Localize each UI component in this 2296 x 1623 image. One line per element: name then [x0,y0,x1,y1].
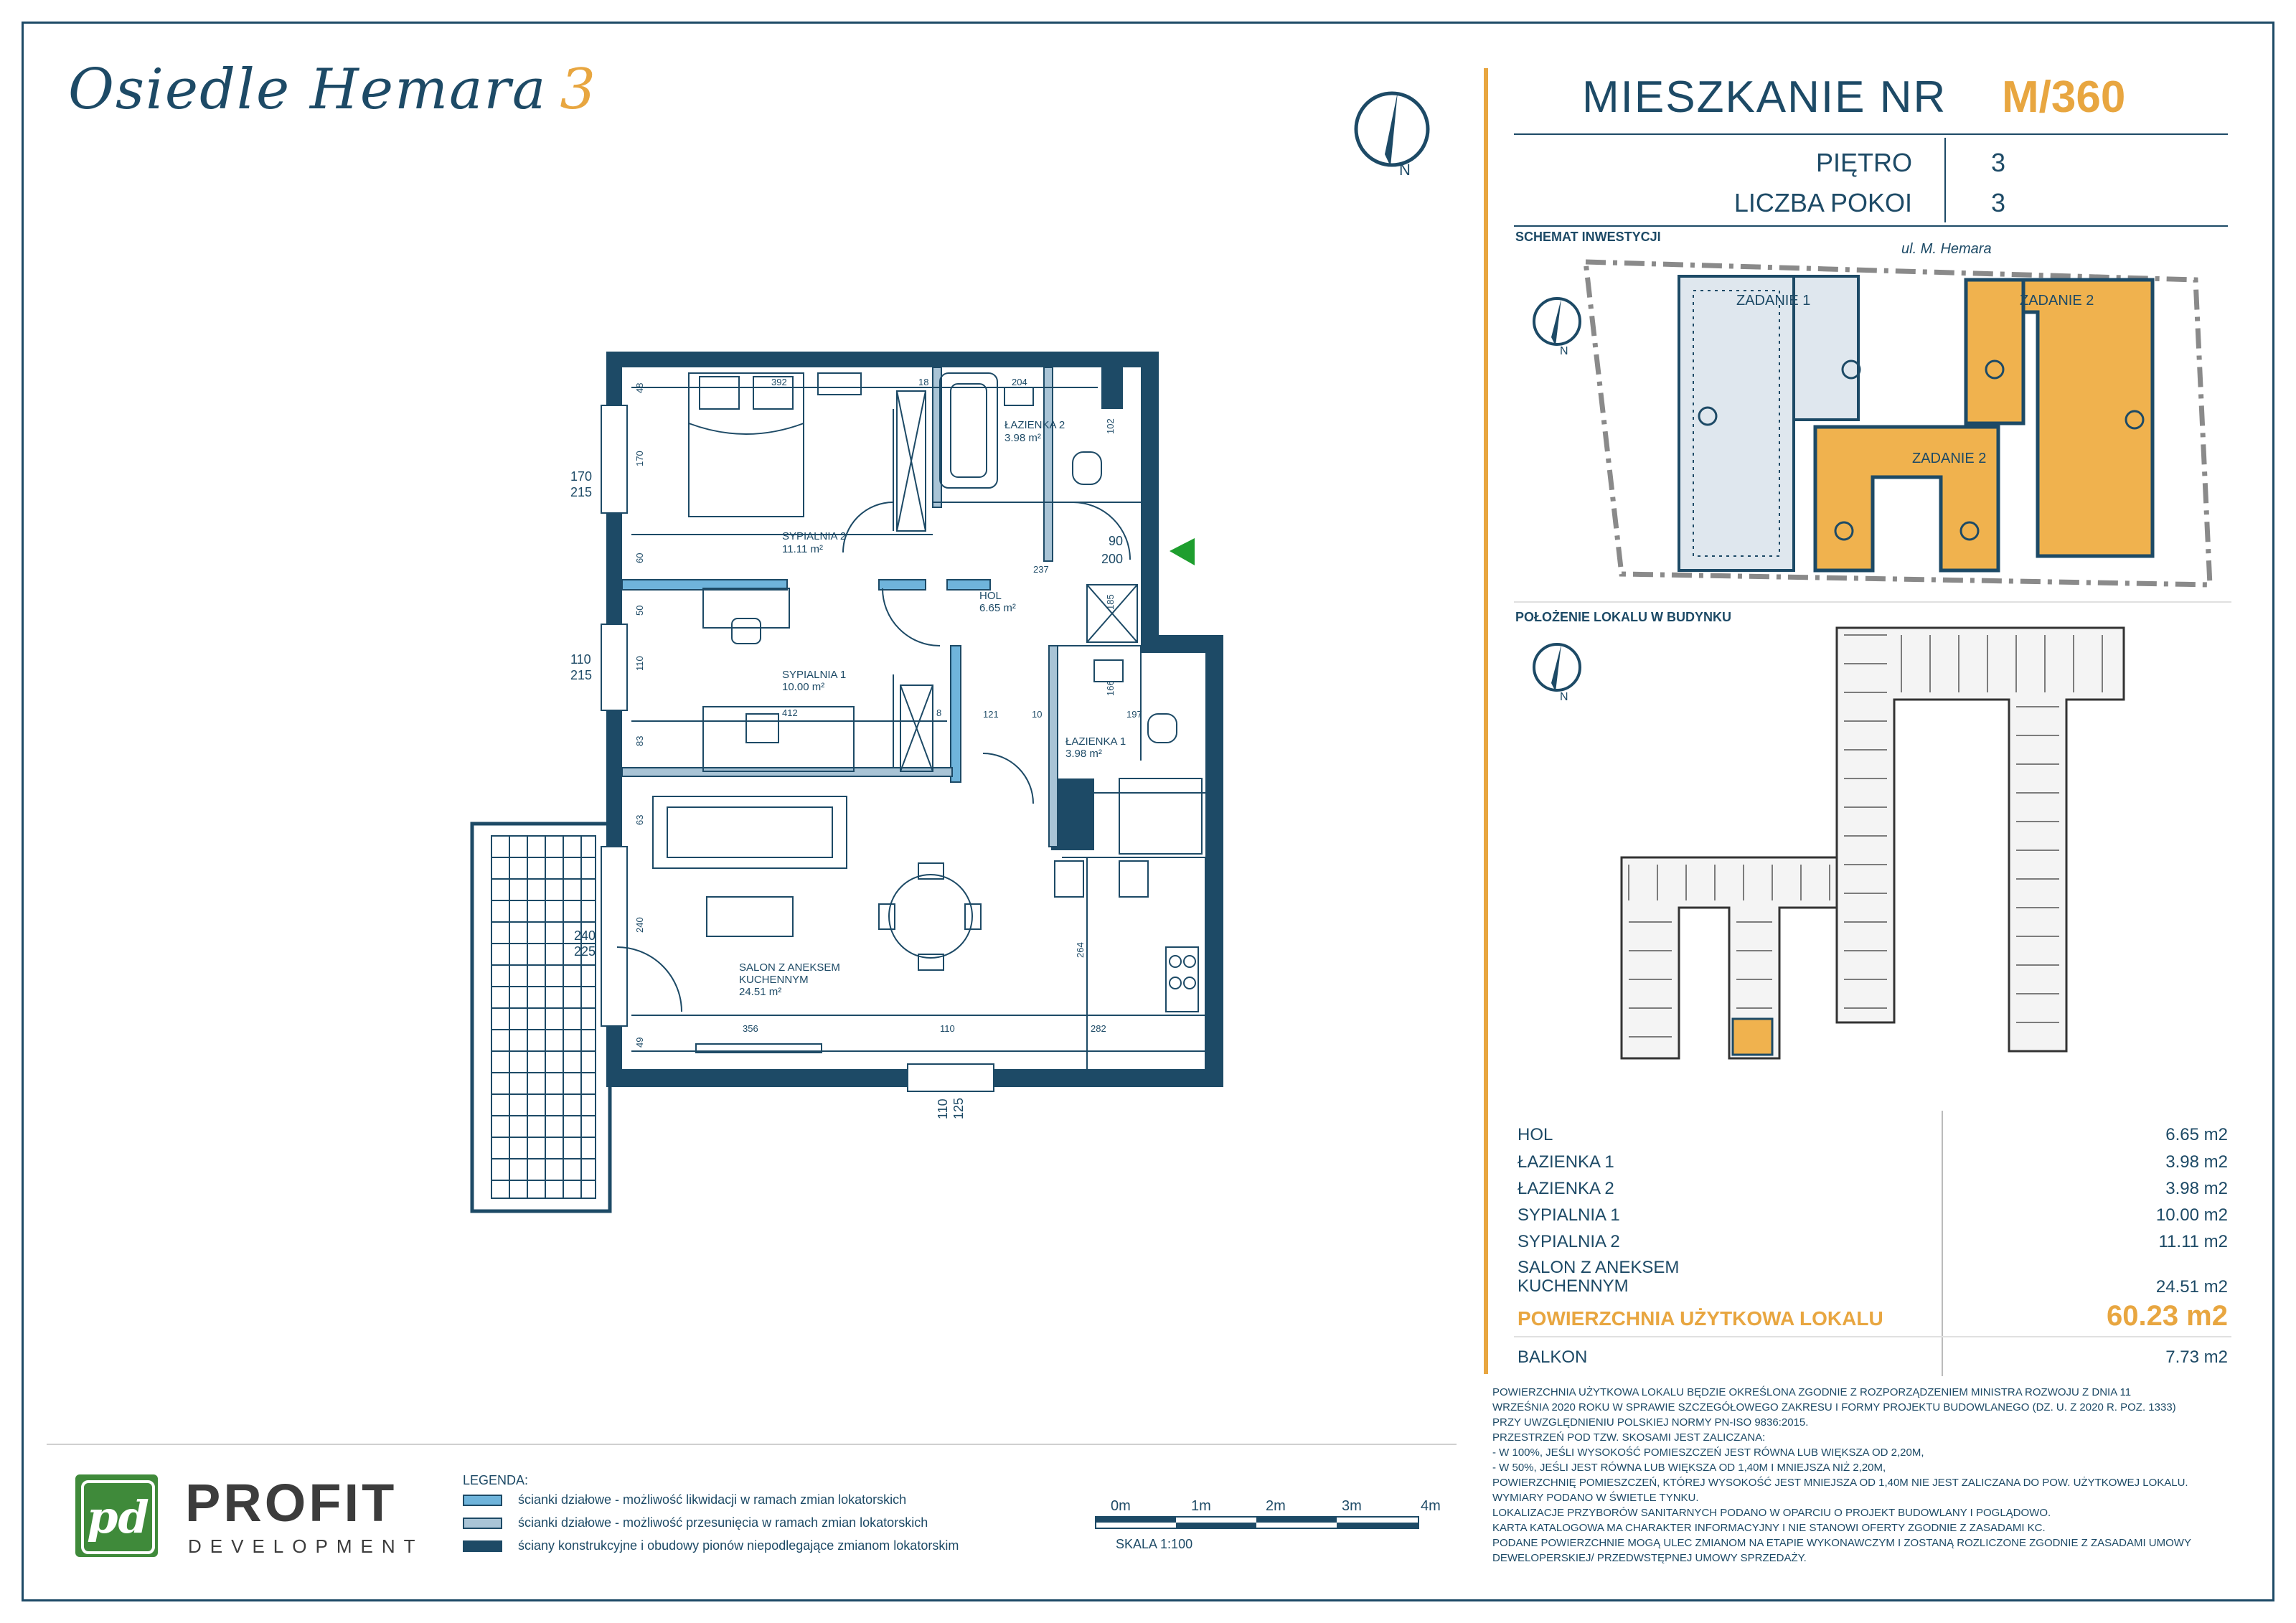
svg-text:170: 170 [634,451,645,466]
svg-text:170: 170 [570,469,593,484]
location-title: POŁOŻENIE LOKALU W BUDYNKU [1515,610,1731,624]
room-name: ŁAZIENKA 2 [1518,1179,1614,1198]
room-name: HOL [1518,1125,1553,1144]
svg-text:240: 240 [634,917,645,933]
svg-text:SYPIALNIA 1: SYPIALNIA 1 [782,669,847,681]
room-name: SYPIALNIA 1 [1518,1205,1620,1225]
svg-text:63: 63 [634,814,645,825]
svg-text:SALON Z ANEKSEM: SALON Z ANEKSEM [739,961,840,974]
compass-icon [1528,639,1586,703]
divider [47,1444,1457,1445]
rooms-label: LICZBA POKOI [1733,188,1912,217]
svg-text:48: 48 [634,382,645,393]
svg-text:237: 237 [1033,564,1049,575]
entrance-arrow [1170,538,1195,565]
svg-text:8: 8 [936,707,942,718]
company-logo-mark: pd [75,1474,158,1557]
scale-tick: 4m [1421,1498,1441,1514]
room-area: 3.98 m2 [2165,1152,2228,1172]
svg-text:225: 225 [574,944,596,959]
svg-text:204: 204 [1012,377,1027,387]
room-name: SYPIALNIA 2 [1518,1232,1620,1251]
svg-text:SYPIALNIA 2: SYPIALNIA 2 [782,530,847,542]
compass-icon [1528,293,1586,357]
balcony-name: BALKON [1518,1347,1588,1367]
room-area: 24.51 m2 [2155,1277,2228,1297]
legal-notes: POWIERZCHNIA UŻYTKOWA LOKALU BĘDZIE OKREŚLONA ZGODNIE Z ROZPORZĄDZENIEM MINISTRA ROZWOJU Z DNIA 11 WRZEŚNIA 2020 ROKU W SPRAWIE SZCZEGÓŁOWEGO ZAKRESU I FORMY PROJEKTU BUDOWLANEGO (DZ. U. Z 2020 R. POZ. 1333) PRZY UWZGLĘDNIENIU POLSKIEJ NORMY PN-ISO 9836:2015. PRZESTRZEŃ POD TZW. SKOSAMI JEST ZALICZANA: - W 100%, JEŚLI WYSOKOŚĆ POMIESZCZEŃ JEST RÓWNA LUB WIĘKSZA OD 2,20M, - W 50%, JEŚLI JEST RÓWNA LUB WIĘKSZA OD 1,40M I MNIEJSZA NIŻ 2,20M, POWIERZCHNIĘ POMIESZCZEŃ, KTÓREJ WYSOKOŚĆ JEST MNIEJSZA OD 1,40M NIE JEST ZALICZANA DO POW. UŻYTKOWEJ LOKALU. WYMIARY PODANO W ŚWIETLE TYNKU. LOKALIZACJE PRZYBORÓW SANITARNYCH PODANO W OPARCIU O PROJEKT BUDOWLANY I POGLĄDOWO. KARTA KATALOGOWA MA CHARAKTER INFORMACYJNY I NIE STANOWI OFERTY ZGODNIE Z ZASADAMI KC. PODANE POWIERZCHNIE MOGĄ ULEC ZMIANOM NA ETAPIE WYKONAWCZYM I ZOSTANĄ ROZLICZONE ZGODNIE Z ZASADAMI UMOWY DEWELOPERSKIEJ/ PRZEDWSTĘPNEJ UMOWY SPRZEDAŻY. [1492,1386,2191,1564]
scale-tick: 1m [1191,1498,1211,1514]
divider [1514,601,2231,603]
svg-text:HOL: HOL [979,590,1002,602]
balcony-area: 7.73 m2 [2165,1347,2228,1367]
floor-value: 3 [1991,148,2006,177]
rooms-value: 3 [1991,188,2006,217]
svg-text:ŁAZIENKA 2: ŁAZIENKA 2 [1004,419,1065,431]
total-area-label: POWIERZCHNIA UŻYTKOWA LOKALU [1518,1307,1883,1330]
svg-text:90: 90 [1109,534,1124,548]
legend-item: ściany konstrukcyjne i obudowy pionów niepodlegające zmianom lokatorskim [463,1538,959,1553]
building-position-plan [1607,621,2152,1080]
room-name: SALON Z ANEKSEM KUCHENNYM [1518,1258,1680,1296]
svg-text:3.98 m²: 3.98 m² [1065,748,1102,760]
svg-text:412: 412 [782,707,798,718]
legend-title: LEGENDA: [463,1473,529,1487]
divider [1514,133,2228,135]
room-name: ŁAZIENKA 1 [1518,1152,1614,1172]
svg-text:110: 110 [634,656,645,671]
svg-text:N: N [1560,345,1568,357]
svg-text:282: 282 [1091,1023,1106,1034]
scale-tick: 2m [1266,1498,1286,1514]
svg-text:264: 264 [1075,942,1086,958]
apartment-location-highlight [1733,1019,1772,1055]
svg-text:356: 356 [743,1023,758,1034]
svg-text:3.98 m²: 3.98 m² [1004,432,1041,444]
company-subtitle: DEVELOPMENT [188,1535,424,1557]
divider [1944,138,1946,222]
zone2-label: ZADANIE 2 [1912,451,1987,466]
room-area: 6.65 m2 [2165,1125,2228,1144]
floor-plan [459,337,1263,1234]
zone1-label: ZADANIE 1 [1736,293,1811,309]
svg-text:166: 166 [1105,680,1116,696]
legend-item: ścianki działowe - możliwość likwidacji w ramach zmian lokatorskich [463,1492,906,1507]
compass-letter: N [1399,161,1411,179]
svg-text:215: 215 [570,668,593,682]
svg-text:KUCHENNYM: KUCHENNYM [739,974,809,986]
brand-logo: Osiedle Hemara 3 [68,57,597,122]
divider [1514,225,2228,227]
svg-text:125: 125 [951,1097,966,1119]
svg-text:110: 110 [940,1023,955,1034]
scale-tick: 0m [1111,1498,1131,1514]
svg-text:50: 50 [634,605,645,616]
svg-text:200: 200 [1101,552,1124,566]
svg-text:121: 121 [983,709,999,720]
company-name: PROFIT [185,1473,397,1533]
svg-text:18: 18 [918,377,929,387]
svg-text:83: 83 [634,735,645,746]
site-plan [1578,240,2239,592]
svg-text:10.00 m²: 10.00 m² [782,681,825,693]
compass-icon [1349,86,1435,179]
svg-text:240: 240 [574,928,596,943]
scale-label: SKALA 1:100 [1116,1537,1193,1551]
svg-text:11.11 m²: 11.11 m² [782,543,823,555]
svg-text:392: 392 [771,377,787,387]
svg-text:ŁAZIENKA 1: ŁAZIENKA 1 [1065,735,1126,748]
legend-item: ścianki działowe - możliwość przesunięcia w ramach zmian lokatorskich [463,1515,928,1530]
svg-text:185: 185 [1105,594,1116,610]
svg-text:24.51 m²: 24.51 m² [739,986,782,998]
apartment-number: M/360 [2002,72,2126,122]
svg-text:110: 110 [936,1099,950,1119]
total-area-value: 60.23 m2 [2106,1300,2228,1332]
zone2-label: ZADANIE 2 [2020,293,2094,309]
scale-tick: 3m [1342,1498,1362,1514]
svg-text:215: 215 [570,485,593,499]
svg-text:10: 10 [1032,709,1043,720]
room-area: 11.11 m2 [2158,1232,2228,1251]
balcony [472,824,610,1211]
room-area: 3.98 m2 [2165,1179,2228,1198]
apartment-title: MIESZKANIE NR [1582,72,1947,122]
svg-text:N: N [1560,691,1568,703]
street-label: ul. M. Hemara [1901,241,1992,257]
floor-label: PIĘTRO [1815,148,1912,177]
svg-text:6.65 m²: 6.65 m² [979,602,1016,614]
svg-text:110: 110 [570,652,591,667]
svg-text:102: 102 [1105,418,1116,434]
divider [1514,1336,2231,1337]
section-divider [1484,68,1488,1374]
svg-text:197: 197 [1126,709,1142,720]
room-area: 10.00 m2 [2155,1205,2228,1225]
investment-scheme-title: SCHEMAT INWESTYCJI [1515,230,1661,244]
scale-bar [1094,1514,1439,1535]
svg-text:60: 60 [634,552,645,563]
svg-text:49: 49 [634,1037,645,1048]
